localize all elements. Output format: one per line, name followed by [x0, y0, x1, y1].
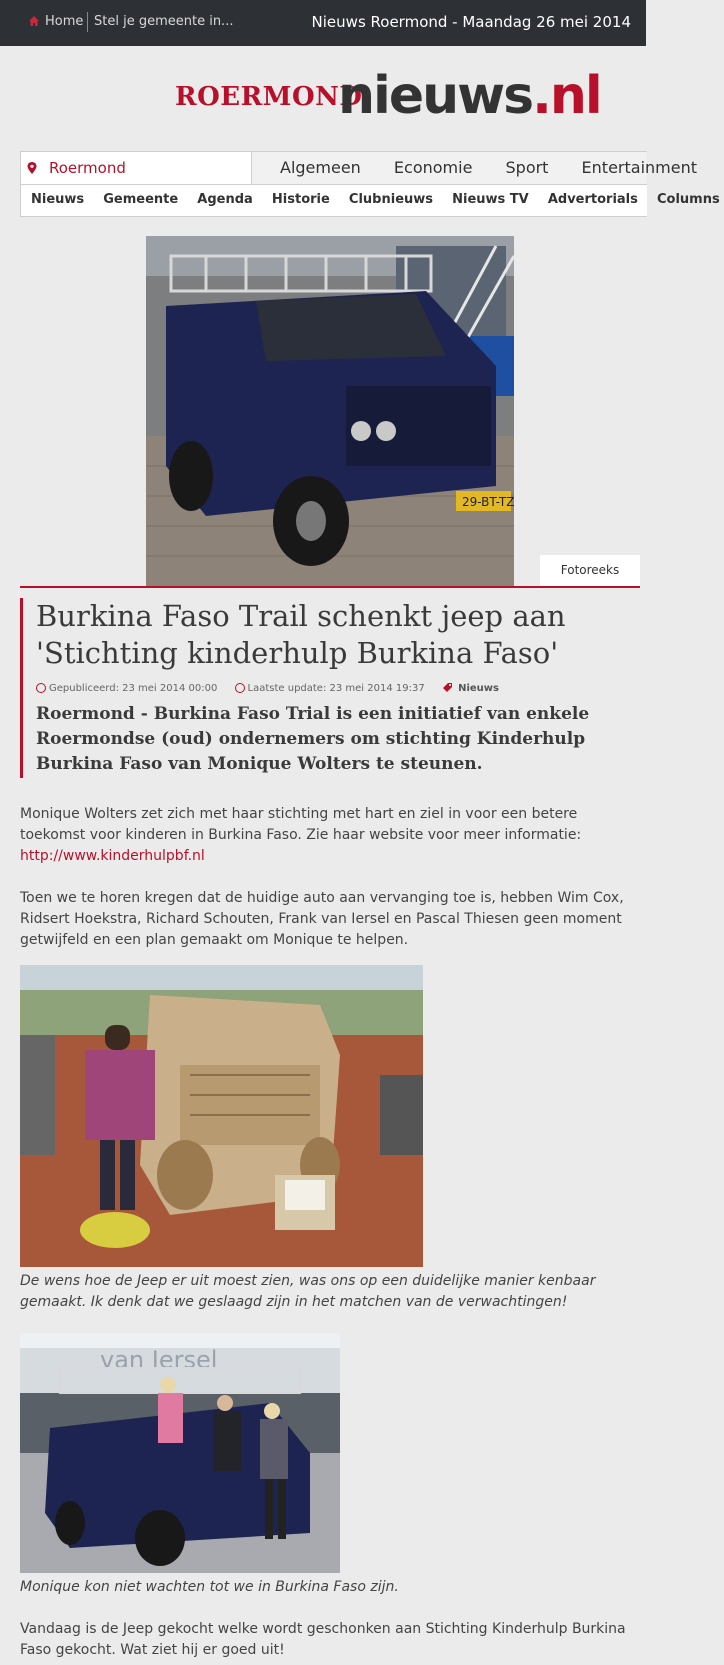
wooden-jeep-illustration — [20, 965, 423, 1267]
clock-icon — [235, 683, 245, 693]
sub-nav-links — [21, 185, 720, 216]
site-logo[interactable] — [175, 66, 645, 132]
license-plate: 29-BT-TZ — [462, 495, 515, 509]
location-label: Roermond — [49, 159, 126, 177]
top-bar — [0, 0, 646, 46]
location-selector[interactable] — [21, 152, 252, 185]
subnav-item-columns[interactable]: Columns — [656, 192, 720, 207]
home-icon[interactable] — [28, 15, 40, 27]
nav-item-entertainment[interactable]: Entertainment — [581, 158, 697, 177]
article-paragraph-3: Vandaag is de Jeep gekocht welke wordt geschonken aan Stichting Kinderhulp Burkina Faso gekocht. Wat ziet hij er goed uit! — [20, 1621, 626, 1658]
article-paragraph-2: Toen we te horen kregen dat de huidige auto aan vervanging toe is, hebben Wim Cox, Ridsert Hoekstra, Richard Schouten, Frank van Iersel en Pascal Thiesen geen moment getwijfeld en een plan gemaakt om Monique te helpen. — [20, 890, 624, 948]
subnav-item-nieuws[interactable]: Nieuws — [31, 192, 85, 207]
photo-caption-2: Monique kon niet wachten tot we in Burkina Faso zijn. — [20, 1579, 399, 1595]
clock-icon — [36, 683, 46, 693]
nav-item-algemeen[interactable]: Algemeen — [280, 158, 361, 177]
article-lead: Roermond - Burkina Faso Trial is een initiatief van enkele Roermondse (oud) ondernemers om stichting Kinderhulp Burkina Faso van Monique Wolters te steunen. — [36, 704, 590, 774]
logo-brand-word: nieuws — [338, 66, 533, 126]
jeep-illustration — [146, 236, 514, 586]
dealer-sign: van Iersel — [100, 1346, 218, 1374]
photo-series-button[interactable]: Fotoreeks — [540, 555, 640, 586]
updated-date: Laatste update: 23 mei 2014 19:37 — [247, 683, 425, 694]
subnav-item-clubnieuws[interactable]: Clubnieuws — [348, 192, 434, 207]
article-photo-wooden-jeep[interactable] — [20, 965, 423, 1267]
location-pin-icon — [27, 162, 37, 174]
logo-city: ROERMOND — [175, 82, 363, 112]
category-link[interactable]: Nieuws — [458, 683, 499, 694]
photo-caption-1: De wens hoe de Jeep er uit moest zien, was ons op een duidelijke manier kenbaar gemaakt. Ik denk dat we geslaagd zijn in het matchen van de verwachtingen! — [20, 1273, 596, 1310]
subnav-item-advertorials[interactable]: Advertorials — [547, 192, 638, 207]
divider — [87, 12, 88, 32]
date-heading: Nieuws Roermond - Maandag 26 mei 2014 — [311, 13, 631, 31]
logo-brand-suffix: .nl — [532, 66, 601, 126]
main-nav-links — [252, 152, 697, 185]
home-link[interactable]: Home — [45, 14, 84, 29]
tag-icon — [442, 682, 453, 693]
hero-photo[interactable] — [146, 236, 514, 586]
article-meta — [36, 682, 513, 694]
article-photo-jeep-delivery[interactable] — [20, 1333, 340, 1573]
accent-divider — [20, 586, 640, 588]
subnav-item-agenda[interactable]: Agenda — [197, 192, 253, 207]
nav-item-sport[interactable]: Sport — [505, 158, 549, 177]
nav-item-economie[interactable]: Economie — [393, 158, 473, 177]
set-municipality-link[interactable]: Stel je gemeente in... — [94, 14, 234, 29]
logo-brand — [338, 66, 601, 126]
subnav-item-nieuws-tv[interactable]: Nieuws TV — [452, 192, 529, 207]
website-link[interactable]: http://www.kinderhulpbf.nl — [20, 848, 205, 864]
subnav-item-historie[interactable]: Historie — [271, 192, 330, 207]
jeep-delivery-illustration — [20, 1333, 340, 1573]
article-header — [20, 598, 643, 778]
published-date: Gepubliceerd: 23 mei 2014 00:00 — [49, 683, 218, 694]
article-title: Burkina Faso Trail schenkt jeep aan 'Stichting kinderhulp Burkina Faso' — [36, 599, 566, 670]
article-paragraph-1 — [20, 804, 640, 867]
subnav-item-gemeente[interactable]: Gemeente — [103, 192, 179, 207]
main-navigation — [20, 151, 720, 217]
paragraph-text: Monique Wolters zet zich met haar stichting met hart en ziel in voor een betere toekomst voor kinderen in Burkina Faso. Zie haar website voor meer informatie: — [20, 806, 582, 843]
